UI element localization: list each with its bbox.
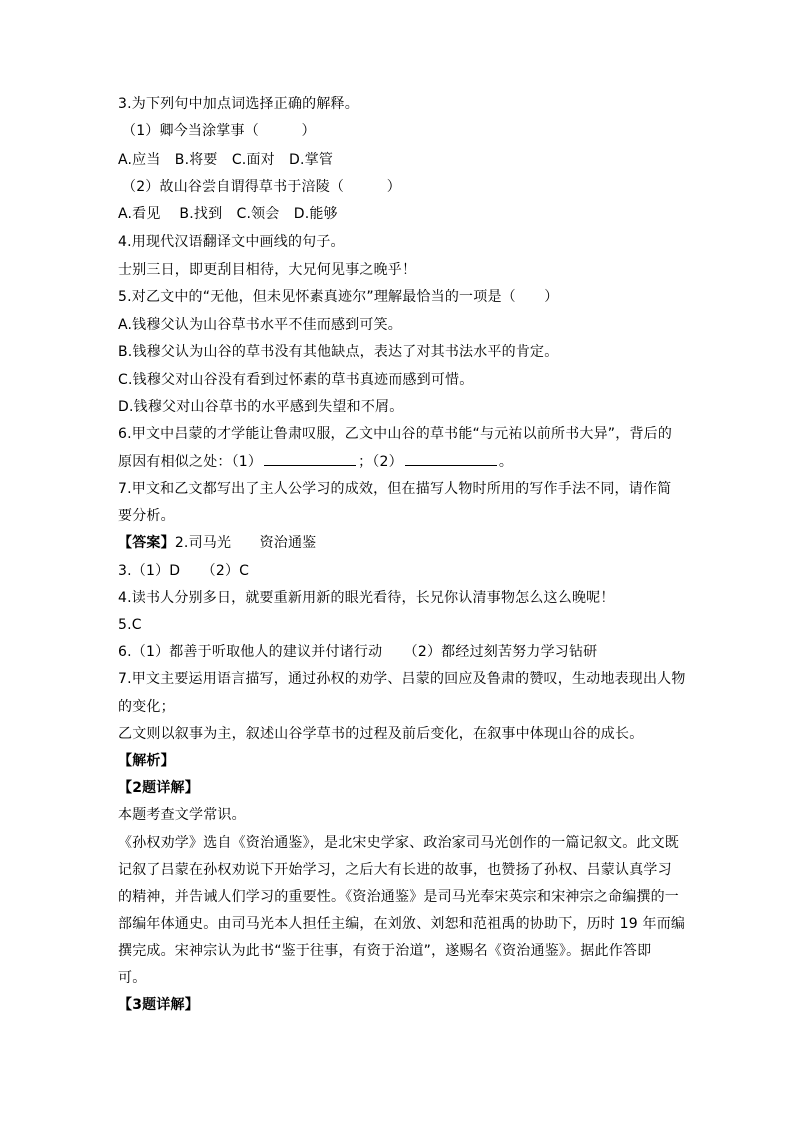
q7-line2: 要分析。 xyxy=(118,508,175,524)
answer-label: 【答案】 xyxy=(118,535,175,551)
q3-sub2: （2）故山谷尝自谓得草书于涪陵（ ） xyxy=(122,179,401,195)
q5-title: 5.对乙文中的“无他，但未见怀素真迹尔”理解最恰当的一项是（ ） xyxy=(118,289,559,305)
analysis-p2-line5: 撰完成。宋神宗认为此书“鉴于往事，有资于治道”，遂赐名《资治通鉴》。据此作答即 xyxy=(118,943,652,959)
answer-7-line3: 乙文则以叙事为主，叙述山谷学草书的过程及前后变化，在叙事中体现山谷的成长。 xyxy=(118,726,644,742)
q3-options2: A.看见 B.找到 C.领会 D.能够 xyxy=(118,206,338,222)
q6-line2-end: 。 xyxy=(498,454,514,470)
answer-blank-2 xyxy=(405,451,497,466)
q5-option-a: A.钱穆父认为山谷草书水平不佳而感到可笑。 xyxy=(118,317,402,333)
answers-row xyxy=(118,533,316,553)
q6-line1: 6.甲文中吕蒙的才学能让鲁肃叹服，乙文中山谷的草书能“与元祐以前所书大异”，背后的 xyxy=(118,426,673,442)
q3-sub1: （1）卿今当涂掌事（ ） xyxy=(122,123,316,139)
answer-7-line2: 的变化； xyxy=(118,699,175,715)
answer-2: 2.司马光 资治通鉴 xyxy=(174,535,317,551)
q4-sentence: 士别三日，即更刮目相待，大兄何见事之晚乎！ xyxy=(118,262,417,278)
q5-option-d: D.钱穆父对山谷草书的水平感到失望和不屑。 xyxy=(118,399,404,415)
q6-line2 xyxy=(118,451,513,472)
analysis-p1: 本题考查文学常识。 xyxy=(118,807,246,823)
q3-options1: A.应当 B.将要 C.面对 D.掌管 xyxy=(118,152,334,168)
q5-option-b: B.钱穆父认为山谷的草书没有其他缺点，表达了对其书法水平的肯定。 xyxy=(118,344,559,360)
q6-line2-prefix: 原因有相似之处：（1） xyxy=(118,454,263,470)
analysis-p2-line4: 部编年体通史。由司马光本人担任主编，在刘攽、刘恕和范祖禹的协助下，历时 19 年而编 xyxy=(118,916,686,932)
answer-6: 6.（1）都善于听取他人的建议并付诸行动 （2）都经过刻苦努力学习钻研 xyxy=(118,644,598,660)
answer-5: 5.C xyxy=(118,617,142,633)
answer-3: 3.（1）D （2）C xyxy=(118,563,250,579)
answer-7-line1: 7.甲文主要运用语言描写，通过孙权的劝学、吕蒙的回应及鲁肃的赞叹，生动地表现出人物 xyxy=(118,671,686,687)
analysis-p2-line3: 的精神，并告诫人们学习的重要性。《资治通鉴》是司马光奉宋英宗和宋神宗之命编撰的一 xyxy=(118,889,679,905)
q3-title: 3.为下列句中加点词选择正确的解释。 xyxy=(118,96,359,112)
analysis-p2-line2: 记叙了吕蒙在孙权劝说下开始学习，之后大有长进的故事，也赞扬了孙权、吕蒙认真学习 xyxy=(118,862,672,878)
q7-line1: 7.甲文和乙文都写出了主人公学习的成效，但在描写人物时所用的写作手法不同，请作简 xyxy=(118,481,672,497)
analysis-label: 【解析】 xyxy=(118,753,175,769)
analysis-p2-line1: 《孙权劝学》选自《资治通鉴》，是北宋史学家、政治家司马光创作的一篇记叙文。此文既 xyxy=(118,835,679,851)
analysis-p2-line6: 可。 xyxy=(118,970,147,986)
q5-option-c: C.钱穆父对山谷没有看到过怀素的草书真迹而感到可惜。 xyxy=(118,372,474,388)
q3-detail-heading: 【3题详解】 xyxy=(118,997,199,1013)
q4-title: 4.用现代汉语翻译文中画线的句子。 xyxy=(118,234,345,250)
q6-line2-mid: ；（2） xyxy=(358,454,403,470)
answer-4: 4.读书人分别多日，就要重新用新的眼光看待，长兄你认清事物怎么这么晚呢！ xyxy=(118,590,615,606)
q2-detail-heading: 【2题详解】 xyxy=(118,780,199,796)
answer-blank-1 xyxy=(264,451,356,466)
